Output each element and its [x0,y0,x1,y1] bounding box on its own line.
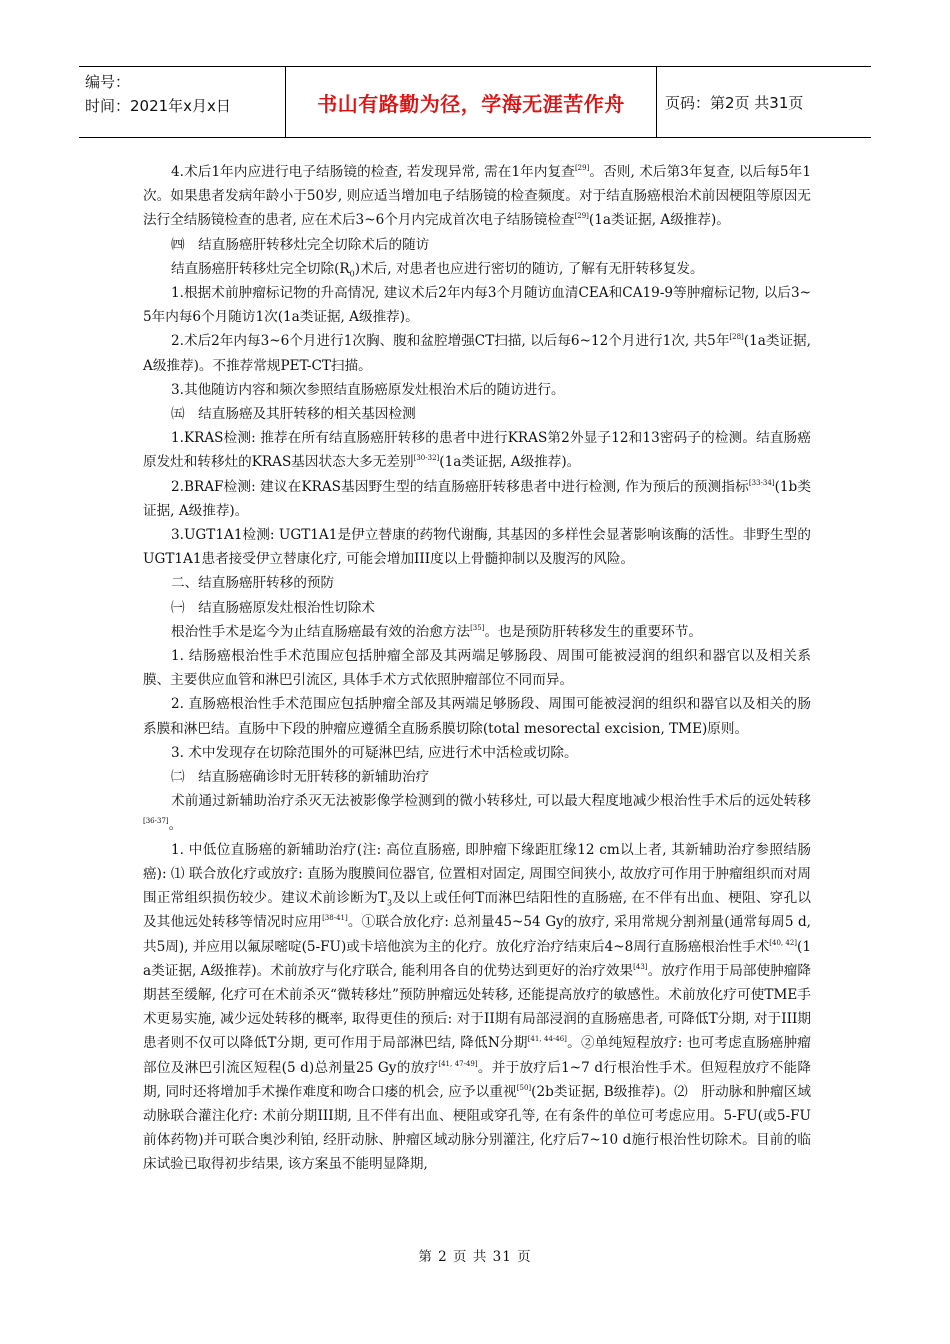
citation: [33-34] [748,478,775,487]
paragraph: 3.其他随访内容和频次参照结直肠癌原发灶根治术后的随访进行。 [171,381,565,398]
paragraph [143,475,811,523]
subscript: 0 [349,269,355,279]
document-body [143,160,811,1177]
section-heading: ㈠ 结直肠癌原发灶根治性切除术 [171,599,375,616]
paragraph-text: 2.BRAF检测: 建议在KRAS基因野生型的结直肠癌肝转移患者中进行检测, 作为预后的预测指标 [171,478,749,495]
page-footer: 第 2 页 共 31 页 [418,1249,532,1265]
citation: [29] [574,212,589,221]
section-heading: ㈤ 结直肠癌及其肝转移的相关基因检测 [171,406,416,423]
paragraph [143,160,811,233]
paragraph: 3. 术中发现存在切除范围外的可疑淋巴结, 应进行术中活检或切除。 [171,744,578,761]
paragraph-text: 。②单纯短程放疗: 也可考虑直肠癌肿瘤部位及淋巴引流区短程(5 d)总剂量25 Gy的放疗 [143,1035,812,1076]
header-motto: 书山有路勤为径，学海无涯苦作舟 [285,67,657,137]
citation: [36-37] [143,817,169,826]
paragraph: 1.根据术前肿瘤标记物的升高情况, 建议术后2年内每3个月随访血清CEA和CA19-9等肿瘤标记物, 以后3~5年内每6个月随访1次(1a类证据, A级推荐)。 [143,285,811,326]
section-heading: ㈣ 结直肠癌肝转移灶完全切除术后的随访 [171,236,430,253]
paragraph [143,329,811,377]
paragraph: 3.UGT1A1检测: UGT1A1是伊立替康的药物代谢酶, 其基因的多样性会显著影响该酶的活性。非野生型的UGT1A1患者接受伊立替康化疗, 可能会增加III度以上骨髓抑制以及腹泻的风险。 [143,527,811,568]
paragraph-text: )术后, 对患者也应进行密切的随访, 了解有无肝转移复发。 [354,260,704,277]
citation: [38-41] [322,914,348,923]
section-heading: 二、结直肠癌肝转移的预防 [171,575,335,592]
paragraph-text: (1a类证据, A级推荐)。 [588,212,730,229]
header-left-cell [79,67,285,137]
paragraph [143,620,811,644]
paragraph-text: (1a类证据, A级推荐)。术前放疗与化疗联合, 能利用各自的优势达到更好的治疗效果 [143,938,811,979]
paragraph-text: 。并于放疗后1~7 d行根治性手术。但短程放疗不能降期, 同时还将增加手术操作难度和吻合口瘘的机会, 应予以重视 [143,1059,812,1100]
page-header [79,66,871,138]
paragraph-text: 1. 中低位直肠癌的新辅助治疗(注: 高位直肠癌, 即肿瘤下缘距肛缘12 cm以上者, 其新辅助治疗参照结肠癌): ⑴ 联合放化疗或放疗: 直肠为腹膜间位器官, 位置相对固定, 周围空间狭小, 故放疗可作用于肿瘤组织而对周围正常组织损伤较少。建议术前诊断为T [143,841,811,907]
paragraph: 1. 结肠癌根治性手术范围应包括肿瘤全部及其两端足够肠段、周围可能被浸润的组织和器官以及相关系膜、主要供应血管和淋巴引流区, 具体手术方式依照肿瘤部位不同而异。 [143,648,811,689]
citation: [29] [574,164,590,172]
citation: [40, 42] [769,938,798,947]
citation: [41, 47-49] [438,1059,478,1068]
document-number-label: 编号： [85,73,131,91]
paragraph [143,789,811,837]
document-date-label: 时间：2021年x月x日 [85,97,231,115]
citation: [41, 44-46] [527,1035,567,1044]
citation: [28] [729,333,744,342]
paragraph-text: 及以上或任何T而淋巴结阳性的直肠癌, 在不伴有出血、梗阻、穿孔以及其他远处转移等情况时应用 [143,890,811,931]
paragraph-text: (2b类证据, B级推荐)。⑵ 肝动脉和肿瘤区域动脉联合灌注化疗: 术前分期III期, 且不伴有出血、梗阻或穿孔等, 在有条件的单位可考虑应用。5-FU(或5-FU前体药物)并可联合奥沙利铂, 经肝动脉、肿瘤区域动脉分别灌注, 化疗后7~10 d施行根治性切除术。目前的临床试验已取得初步结果, 该方案虽不能明显降期, [143,1083,811,1173]
section-heading: ㈡ 结直肠癌确诊时无肝转移的新辅助治疗 [171,769,430,786]
paragraph-text: (1b类证据, A级推荐)。 [143,478,811,519]
citation: [35] [470,623,485,632]
paragraph [143,426,811,474]
paragraph-text: 。放疗作用于局部使肿瘤降期甚至缓解, 化疗可在术前杀灭“微转移灶”预防肿瘤远处转移, 还能提高放疗的敏感性。术前放化疗可使TME手术更易实施, 减少远处转移的概率, 取得更佳的预后: 对于II期有局部浸润的直肠癌患者, 可降低T分期, 对于III期患者则不仅可以降低T分期, 更可作用于局部淋巴结, 降低N分期 [143,962,812,1052]
paragraph-text: 。也是预防肝转移发生的重要环节。 [484,623,702,640]
citation: [30-32] [413,454,440,463]
paragraph-text: 2.术后2年内每3~6个月进行1次胸、腹和盆腔增强CT扫描, 以后每6~12个月进行1次, 共5年 [171,333,730,350]
paragraph [143,257,811,281]
header-page-label: 页码：第2页 共31页 [665,93,804,112]
citation: [43] [633,962,648,971]
paragraph-text: 1.KRAS检测: 推荐在所有结直肠癌肝转移的患者中进行KRAS第2外显子12和13密码子的检测。结直肠癌原发灶和转移灶的KRAS基因状态大多无差别 [143,430,811,471]
citation: [50] [516,1083,532,1092]
paragraph-text: 4.术后1年内应进行电子结肠镜的检查, 若发现异常, 需在1年内复查 [171,164,575,180]
paragraph-text: (1a类证据, A级推荐)。不推荐常规PET-CT扫描。 [143,333,811,374]
paragraph: 2. 直肠癌根治性手术范围应包括肿瘤全部及其两端足够肠段、周围可能被浸润的组织和器官以及相关的肠系膜和淋巴结。直肠中下段的肿瘤应遵循全直肠系膜切除(total mesorectal excision, TME)原则。 [143,696,811,737]
paragraph-text: 。①联合放化疗: 总剂量45~54 Gy的放疗, 采用常规分割剂量(通常每周5 d, 共5周), 并应用以氟尿嘧啶(5-FU)或卡培他滨为主的化疗。放化疗治疗结束后4~8周行直肠癌根治性手术 [143,914,812,955]
paragraph-text: 根治性手术是迄今为止结直肠癌最有效的治愈方法 [171,623,471,640]
paragraph-text: 结直肠癌肝转移灶完全切除(R [171,260,350,277]
subscript: 3 [386,898,393,908]
paragraph-text: 术前通过新辅助治疗杀灭无法被影像学检测到的微小转移灶, 可以最大程度地减少根治性手术后的远处转移 [171,793,811,810]
paragraph-text: 。 [168,817,183,834]
paragraph-text: 。否则, 术后第3年复查, 以后每5年1次。如果患者发病年龄小于50岁, 则应适当增加电子结肠镜的检查频度。对于结直肠癌根治术前因梗阻等原因无法行全结肠镜检查的患者, 应在术后3~6个月内完成首次电子结肠镜检查 [143,164,811,229]
paragraph-text: (1a类证据, A级推荐)。 [439,454,581,471]
paragraph [143,838,811,1177]
